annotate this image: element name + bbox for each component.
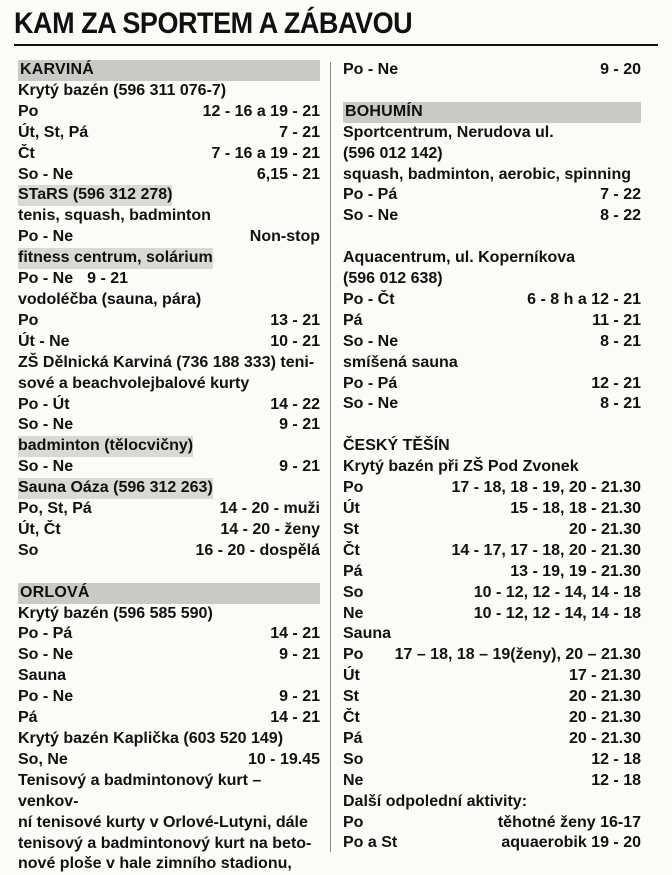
spacer xyxy=(343,81,641,102)
highlighted-venue: badminton (tělocvičny) xyxy=(18,436,193,457)
schedule-row xyxy=(18,395,320,416)
time-value: 12 - 21 xyxy=(591,374,641,392)
schedule-row xyxy=(343,833,641,854)
schedule-row xyxy=(343,729,641,750)
schedule-row xyxy=(18,332,320,353)
schedule-row xyxy=(343,499,641,520)
schedule-row xyxy=(18,499,320,520)
venue-subtitle: tenis, squash, badminton xyxy=(18,207,211,225)
day-label: Po, St, Pá xyxy=(18,500,92,518)
time-value: 9 - 21 xyxy=(279,688,320,706)
day-label: Po a St xyxy=(343,834,398,852)
day-label: Út, St, Pá xyxy=(18,123,89,141)
venue-title-cont: sové a beachvolejbalové kurty xyxy=(18,374,250,392)
day-label: Čt xyxy=(18,144,35,162)
venue-title: Sauna xyxy=(343,625,392,643)
day-label: Po - Čt xyxy=(343,290,395,308)
day-label: Po - Ne xyxy=(18,270,74,288)
section-header-orlova: ORLOVÁ xyxy=(18,583,320,604)
schedule-row xyxy=(343,290,641,311)
column-divider xyxy=(330,62,331,852)
paragraph-line: ní tenisové kurty v Orlové-Lutyni, dále xyxy=(18,813,308,831)
time-value: 16 - 20 - dospělá xyxy=(195,541,320,559)
time-value: 12 - 18 xyxy=(591,771,641,789)
day-label: Čt xyxy=(343,709,360,727)
highlighted-venue: STaRS (596 312 278) xyxy=(18,185,172,206)
time-value: 13 - 19, 19 - 21.30 xyxy=(510,562,641,580)
schedule-row xyxy=(18,624,320,645)
day-label: Po xyxy=(343,479,364,497)
day-label: Út - Ne xyxy=(18,332,70,350)
schedule-row xyxy=(343,478,641,499)
day-label: Pá xyxy=(343,562,363,580)
schedule-row xyxy=(18,457,320,478)
time-value: 6 - 8 h a 12 - 21 xyxy=(527,290,641,308)
schedule-row xyxy=(18,415,320,436)
schedule-row xyxy=(18,269,320,290)
day-label: Ne xyxy=(343,604,364,622)
day-label: So xyxy=(18,541,39,559)
page-title: KAM ZA SPORTEM A ZÁBAVOU xyxy=(14,7,413,40)
schedule-row xyxy=(343,604,641,625)
time-value: 11 - 21 xyxy=(592,311,641,329)
schedule-row xyxy=(343,750,641,771)
schedule-row xyxy=(343,645,641,666)
time-value: Non-stop xyxy=(249,228,320,246)
time-value: 9 - 21 xyxy=(87,270,129,288)
day-label: St xyxy=(343,520,359,538)
day-label: Pá xyxy=(18,709,38,727)
time-value: 14 - 22 xyxy=(270,395,320,413)
time-value: 14 - 21 xyxy=(270,709,320,727)
schedule-row xyxy=(343,520,641,541)
schedule-row xyxy=(18,102,320,123)
time-value: 8 - 21 xyxy=(600,332,641,350)
time-value: 14 - 17, 17 - 18, 20 - 21.30 xyxy=(451,541,641,559)
schedule-row xyxy=(18,165,320,186)
day-label: Út xyxy=(343,667,360,685)
venue-title: Krytý bazén (596 585 590) xyxy=(18,604,213,622)
time-value: 20 - 21.30 xyxy=(568,709,641,727)
venue-title: smíšená sauna xyxy=(343,353,458,371)
day-label: So - Ne xyxy=(343,395,399,413)
time-value: 9 - 21 xyxy=(279,646,320,664)
day-label: So - Ne xyxy=(18,458,74,476)
schedule-row xyxy=(343,541,641,562)
schedule-row xyxy=(343,708,641,729)
day-label: Čt xyxy=(343,541,360,559)
venue-title: Aquacentrum, ul. Koperníkova xyxy=(343,249,576,267)
day-label: Po xyxy=(18,311,39,329)
paragraph-line: tenisový a badmintonový kurt na beto- xyxy=(18,834,312,852)
day-label: Po xyxy=(343,813,364,831)
time-value: 20 - 21.30 xyxy=(568,729,641,747)
venue-title: vodoléčba (sauna, pára) xyxy=(18,290,202,308)
schedule-row xyxy=(343,374,641,395)
day-label: Po xyxy=(18,102,39,120)
time-value: 10 - 21 xyxy=(270,332,320,350)
time-value: 7 - 22 xyxy=(600,186,641,204)
day-label: Po - Pá xyxy=(343,374,398,392)
day-label: Po - Pá xyxy=(18,625,73,643)
day-label: St xyxy=(343,688,359,706)
paragraph-line: nové ploše v hale zimního stadionu, xyxy=(18,855,292,873)
time-value: 9 - 21 xyxy=(279,458,320,476)
time-value: 6,15 - 21 xyxy=(256,165,320,183)
time-value: 17 - 18, 18 - 19, 20 - 21.30 xyxy=(451,479,641,497)
day-label: Pá xyxy=(343,729,363,747)
venue-title: ZŠ Dělnická Karviná (736 188 333) teni- xyxy=(18,353,315,371)
schedule-row xyxy=(343,562,641,583)
day-label: Po - Pá xyxy=(343,186,398,204)
time-value: 7 - 16 a 19 - 21 xyxy=(211,144,320,162)
day-label: So, Ne xyxy=(18,750,68,768)
time-value: 9 - 21 xyxy=(279,416,320,434)
schedule-row xyxy=(343,311,641,332)
schedule-row xyxy=(18,750,320,771)
day-label: Po - Ne xyxy=(18,228,74,246)
schedule-row xyxy=(18,311,320,332)
day-label: So xyxy=(343,583,364,601)
schedule-row xyxy=(343,583,641,604)
right-column xyxy=(343,60,641,854)
schedule-row xyxy=(343,813,641,834)
schedule-row xyxy=(343,394,641,415)
schedule-row xyxy=(18,123,320,144)
time-value: 9 - 20 xyxy=(600,61,641,78)
spacer xyxy=(18,562,320,583)
day-label: Po - Ne xyxy=(18,688,74,706)
schedule-row xyxy=(18,520,320,541)
venue-title: Sportcentrum, Nerudova ul. xyxy=(343,123,554,141)
highlighted-venue: fitness centrum, solárium xyxy=(18,248,213,269)
venue-subtitle: squash, badminton, aerobic, spinning xyxy=(343,165,632,183)
day-label: Pá xyxy=(343,311,363,329)
time-value: 10 - 12, 12 - 14, 14 - 18 xyxy=(473,604,641,622)
section-header-bohumin: BOHUMÍN xyxy=(343,102,641,123)
venue-title xyxy=(18,436,320,457)
time-value: aquaerobik 19 - 20 xyxy=(501,834,641,852)
schedule-row xyxy=(18,708,320,729)
schedule-row xyxy=(343,771,641,792)
day-label: Po - Ne xyxy=(343,61,399,78)
day-label: So - Ne xyxy=(18,416,74,434)
time-value: 20 - 21.30 xyxy=(568,688,641,706)
highlighted-venue: Sauna Oáza (596 312 263) xyxy=(18,478,213,499)
paragraph-line: Tenisový a badmintonový kurt – venkov- xyxy=(18,771,262,810)
venue-title: Krytý bazén (596 311 076-7) xyxy=(18,81,227,99)
time-value: 8 - 21 xyxy=(600,395,641,413)
venue-title xyxy=(18,185,320,206)
time-value: 14 - 20 - ženy xyxy=(220,520,320,538)
schedule-row xyxy=(343,687,641,708)
time-value: 17 – 18, 18 – 19(ženy), 20 – 21.30 xyxy=(394,646,641,664)
section-header-karvina: KARVINÁ xyxy=(18,60,320,81)
day-label: So - Ne xyxy=(343,332,399,350)
schedule-row xyxy=(18,645,320,666)
schedule-row xyxy=(343,206,641,227)
venue-title xyxy=(18,478,320,499)
time-value: 8 - 22 xyxy=(600,207,641,225)
venue-title: Další odpolední aktivity: xyxy=(343,792,528,810)
schedule-row xyxy=(18,227,320,248)
time-value: 15 - 18, 18 - 21.30 xyxy=(510,499,641,517)
day-label: Po - Út xyxy=(18,395,70,413)
day-label: Po xyxy=(343,646,364,664)
schedule-row xyxy=(343,60,641,81)
section-header-tesin: ČESKÝ TĚŠÍN xyxy=(343,437,450,455)
schedule-row xyxy=(343,666,641,687)
spacer xyxy=(343,415,641,436)
schedule-row xyxy=(343,185,641,206)
venue-phone: (596 012 142) xyxy=(343,144,443,162)
day-label: So - Ne xyxy=(18,646,74,664)
day-label: So - Ne xyxy=(18,165,74,183)
time-value: 14 - 21 xyxy=(270,625,320,643)
time-value: 12 - 16 a 19 - 21 xyxy=(202,102,320,120)
title-rule xyxy=(14,44,658,46)
time-value: 10 - 19.45 xyxy=(247,750,320,768)
time-value: 7 - 21 xyxy=(279,123,320,141)
schedule-row xyxy=(343,332,641,353)
venue-title xyxy=(18,248,320,269)
venue-title: Sauna xyxy=(18,667,67,685)
venue-title: Krytý bazén Kaplička (603 520 149) xyxy=(18,729,284,747)
spacer xyxy=(343,227,641,248)
day-label: Út xyxy=(343,499,360,517)
schedule-row xyxy=(18,144,320,165)
time-value: 20 - 21.30 xyxy=(568,520,641,538)
schedule-row xyxy=(18,541,320,562)
left-column xyxy=(18,60,320,875)
time-value: 12 - 18 xyxy=(591,750,641,768)
time-value: 14 - 20 - muži xyxy=(219,500,320,518)
venue-phone: (596 012 638) xyxy=(343,270,443,288)
day-label: So - Ne xyxy=(343,207,399,225)
day-label: Ne xyxy=(343,771,364,789)
venue-title: Krytý bazén při ZŠ Pod Zvonek xyxy=(343,458,579,476)
schedule-row xyxy=(18,687,320,708)
time-value: 13 - 21 xyxy=(270,311,320,329)
time-value: těhotné ženy 16-17 xyxy=(497,813,641,831)
day-label: So xyxy=(343,750,364,768)
time-value: 10 - 12, 12 - 14, 14 - 18 xyxy=(473,583,641,601)
time-value: 17 - 21.30 xyxy=(568,667,641,685)
day-label: Út, Čt xyxy=(18,520,61,538)
